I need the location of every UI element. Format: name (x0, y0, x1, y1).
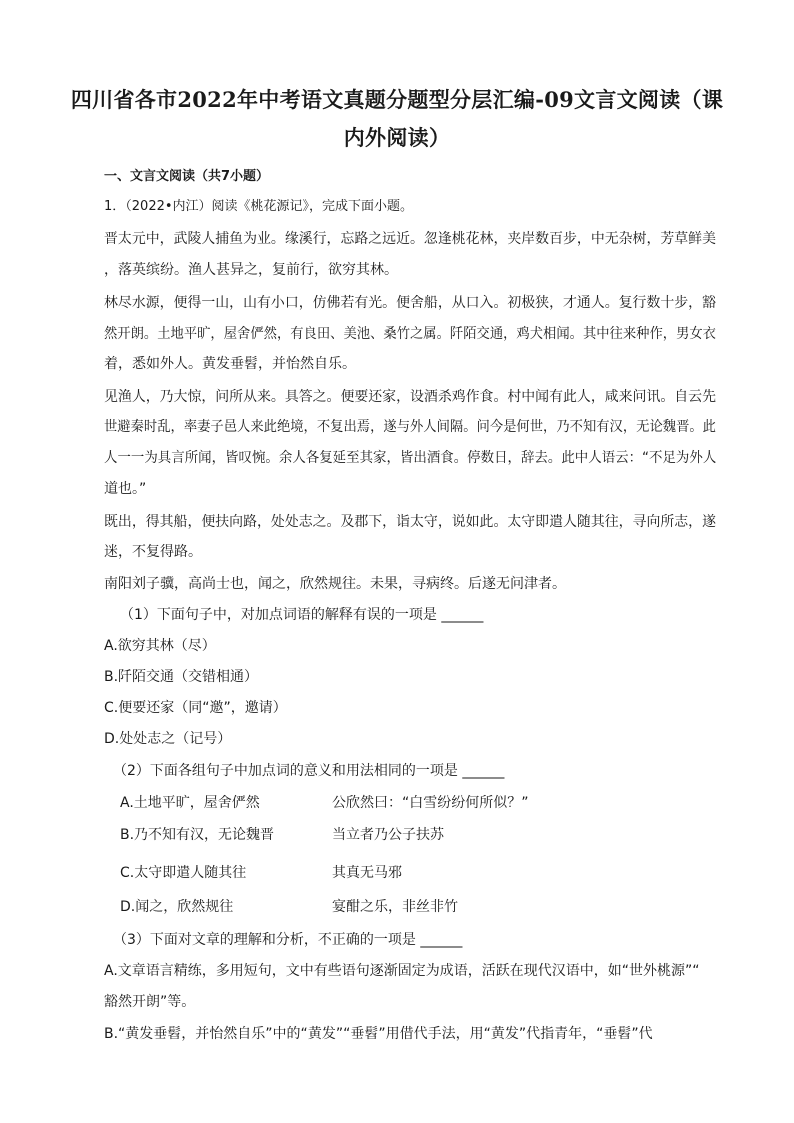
question-stem: （3）下面对文章的理解和分析，不正确的一项是 ______ (113, 932, 463, 948)
answer-option-continued: 豁然开朗”等。 (104, 994, 196, 1010)
question-intro: 1．（2022•内江）阅读《桃花源记》，完成下面小题。 (104, 199, 414, 214)
passage-line: 见渔人，乃大惊，问所从来。具答之。便要还家，设酒杀鸡作食。村中闻有此人，咸来问讯。自云先 (104, 389, 716, 405)
question-stem: （1）下面句子中，对加点词语的解释有误的一项是 ______ (120, 607, 484, 623)
passage-line: 迷，不复得路。 (104, 544, 202, 560)
document-title-line2: 内外阅读） (343, 125, 451, 150)
section-heading: 一、文言文阅读（共7小题） (104, 169, 270, 184)
answer-option: A.文章语言精练，多用短句，文中有些语句逐渐固定为成语，活跃在现代汉语中，如“世外桃源”“ (104, 963, 700, 979)
passage-line: 南阳刘子骥，高尚士也，闻之，欣然规往。未果，寻病终。后遂无问津者。 (104, 576, 566, 592)
answer-option-compare: 其真无马邪 (332, 865, 402, 881)
answer-option-compare: 宴酣之乐，非丝非竹 (332, 899, 458, 915)
passage-line: 道也。” (104, 481, 147, 497)
answer-option: B.阡陌交通（交错相通） (104, 669, 259, 685)
passage-line: 林尽水源，便得一山，山有小口，仿佛若有光。便舍船，从口入。初极狭，才通人。复行数十步，豁 (104, 295, 716, 311)
passage-line: 着，悉如外人。黄发垂髫，并怡然自乐。 (104, 356, 356, 372)
passage-line: 晋太元中，武陵人捕鱼为业。缘溪行，忘路之远近。忽逢桃花林，夹岸数百步，中无杂树，芳草鲜美 (104, 231, 716, 247)
answer-option: A.土地平旷，屋舍俨然 (120, 795, 260, 811)
answer-option: C.便要还家（同“邀”，邀请） (104, 700, 287, 716)
question-stem: （2）下面各组句子中加点词的意义和用法相同的一项是 ______ (113, 763, 505, 779)
passage-line: ，落英缤纷。渔人甚异之，复前行，欲穷其林。 (104, 262, 398, 278)
answer-option-compare: 当立者乃公子扶苏 (332, 827, 444, 843)
passage-line: 人一一为具言所闻，皆叹惋。余人各复延至其家，皆出酒食。停数日，辞去。此中人语云：“不足为外人 (104, 450, 717, 466)
answer-option: D.处处志之（记号） (104, 731, 232, 747)
answer-option: B.乃不知有汉，无论魏晋 (120, 827, 275, 843)
document-title-line1: 四川省各市2022年中考语文真题分题型分层汇编-09文言文阅读（课 (70, 87, 724, 112)
passage-line: 世避秦时乱，率妻子邑人来此绝境，不复出焉，遂与外人间隔。问今是何世，乃不知有汉，无论魏晋。此 (104, 419, 716, 435)
answer-option-compare: 公欣然曰：“白雪纷纷何所似？” (332, 795, 529, 811)
passage-line: 然开朗。土地平旷，屋舍俨然，有良田、美池、桑竹之属。阡陌交通，鸡犬相闻。其中往来种作，男女衣 (104, 326, 716, 342)
passage-line: 既出，得其船，便扶向路，处处志之。及郡下，诣太守，说如此。太守即遣人随其往，寻向所志，遂 (104, 514, 716, 530)
answer-option: D.闻之，欣然规往 (120, 899, 234, 915)
answer-option: A.欲穷其林（尽） (104, 638, 216, 654)
answer-option: B.“黄发垂髫，并怡然自乐”中的“黄发”“垂髫”用借代手法，用“黄发”代指青年，“垂髫”代 (104, 1026, 653, 1042)
answer-option: C.太守即遣人随其往 (120, 865, 247, 881)
